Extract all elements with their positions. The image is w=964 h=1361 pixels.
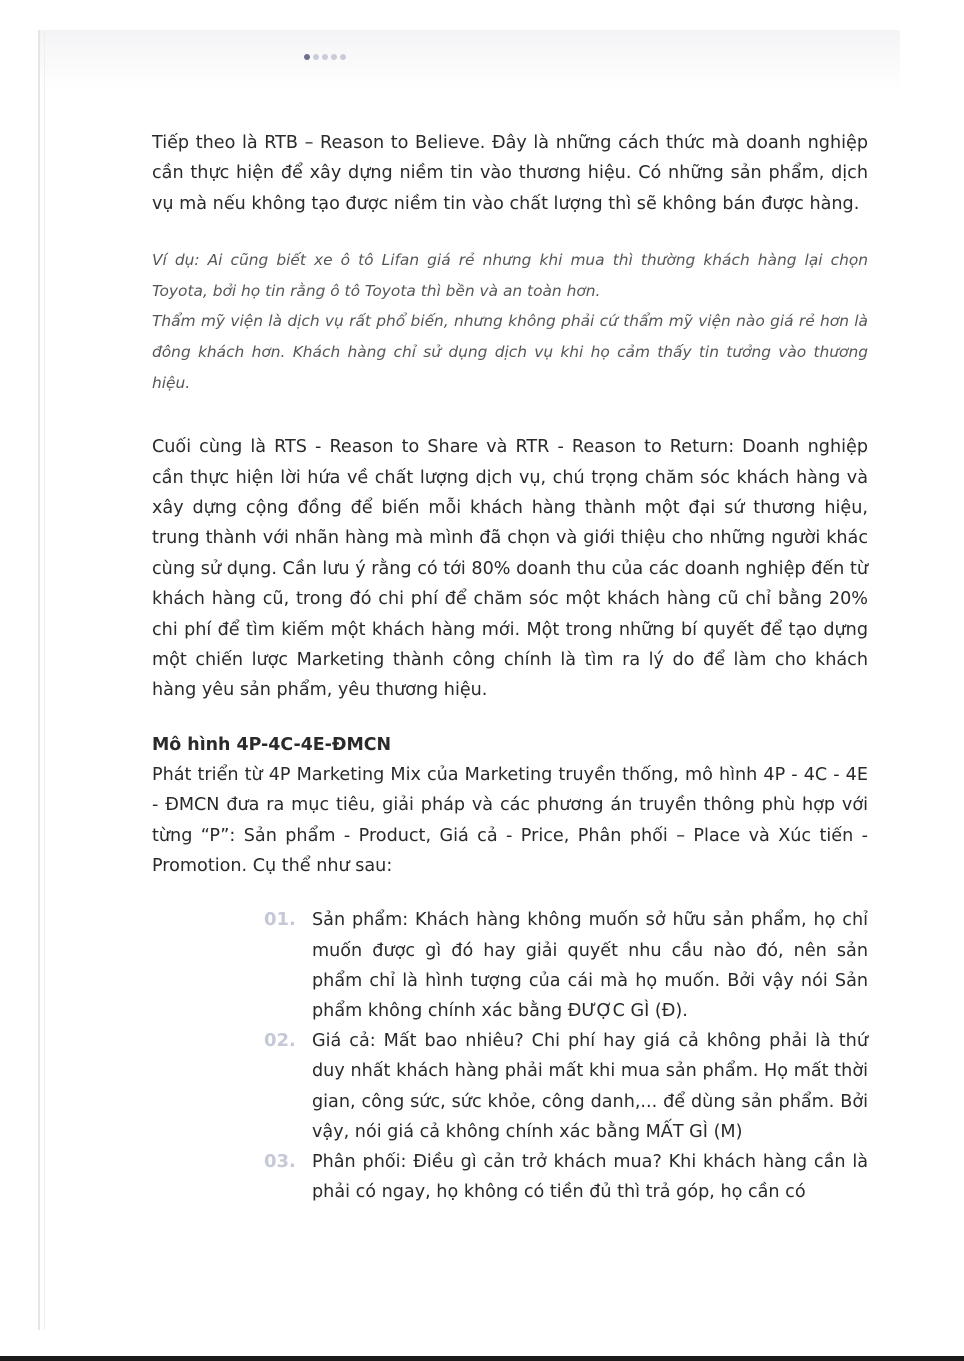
list-item (264, 1147, 868, 1207)
list-number: 02. (264, 1030, 296, 1052)
list-item-text: Sản phẩm: Khách hàng không muốn sở hữu sản phẩm, họ chỉ muốn được gì đó hay giải quyết nhu cầu nào đó, nên sản phẩm chỉ là hình tượng của cái mà họ muốn. Bởi vậy nói Sản phẩm không chính xác bằng ĐƯỢC GÌ (Đ). (312, 910, 868, 1022)
page-header-band (40, 30, 900, 90)
page-dot-3-icon (322, 54, 328, 60)
numbered-list (152, 905, 868, 1207)
page-dot-5-icon (340, 54, 346, 60)
example-beauty-salon: Thẩm mỹ viện là dịch vụ rất phổ biến, nhưng không phải cứ thẩm mỹ viện nào giá rẻ hơn là đông khách hơn. Khách hàng chỉ sử dụng dịch vụ khi họ cảm thấy tin tưởng vào thương hiệu. (152, 312, 868, 392)
list-item (264, 1026, 868, 1147)
page-dot-2-icon (313, 54, 319, 60)
list-item-text: Phân phối: Điều gì cản trở khách mua? Khi khách hàng cần là phải có ngay, họ không có tiền đủ thì trả góp, họ cần có (312, 1152, 868, 1203)
paragraph-model-intro: Phát triển từ 4P Marketing Mix của Marketing truyền thống, mô hình 4P - 4C - 4E - ĐMCN đưa ra mục tiêu, giải pháp và các phương án truyền thông phù hợp với từng “P”: Sản phẩm - Product, Giá cả - Price, Phân phối – Place và Xúc tiến - Promotion. Cụ thể như sau: (152, 764, 868, 877)
paragraph-rtb: Tiếp theo là RTB – Reason to Believe. Đây là những cách thức mà doanh nghiệp cần thực hiện để xây dựng niềm tin vào thương hiệu. Có những sản phẩm, dịch vụ mà nếu không tạo được niềm tin vào chất lượng thì sẽ không bán được hàng. (152, 133, 868, 214)
list-item (264, 905, 868, 1026)
page-content (152, 128, 868, 1208)
section-heading: Mô hình 4P-4C-4E-ĐMCN (152, 734, 392, 755)
scan-bottom-edge (0, 1356, 964, 1361)
page-indicator-dots (304, 54, 346, 60)
list-number: 01. (264, 909, 296, 931)
page-spine-line (38, 30, 40, 1330)
page-dot-1-icon (304, 54, 310, 60)
list-item-text: Giá cả: Mất bao nhiêu? Chi phí hay giá cả không phải là thứ duy nhất khách hàng phải mất khi mua sản phẩm. Họ mất thời gian, công sức, sức khỏe, công danh,... để dùng sản phẩm. Bởi vậy, nói giá cả không chính xác bằng MẤT GÌ (M) (312, 1031, 868, 1142)
page-spine-line-inner (44, 30, 45, 1330)
page-dot-4-icon (331, 54, 337, 60)
example-toyota: Ví dụ: Ai cũng biết xe ô tô Lifan giá rẻ nhưng khi mua thì thường khách hàng lại chọn Toyota, bởi họ tin rằng ô tô Toyota thì bền và an toàn hơn. (152, 251, 868, 300)
list-number: 03. (264, 1151, 296, 1173)
paragraph-rts-rtr: Cuối cùng là RTS - Reason to Share và RTR - Reason to Return: Doanh nghiệp cần thực hiện lời hứa về chất lượng dịch vụ, chú trọng chăm sóc khách hàng và xây dựng cộng đồng để biến mỗi khách hàng thành một đại sứ thương hiệu, trung thành với nhãn hàng mà mình đã chọn và giới thiệu cho những người khác cùng sử dụng. Cần lưu ý rằng có tới 80% doanh thu của các doanh nghiệp đến từ khách hàng cũ, trong đó chi phí để chăm sóc một khách hàng cũ chỉ bằng 20% chi phí để tìm kiếm một khách hàng mới. Một trong những bí quyết để tạo dựng một chiến lược Marketing thành công chính là tìm ra lý do để làm cho khách hàng yêu sản phẩm, yêu thương hiệu. (152, 437, 868, 701)
